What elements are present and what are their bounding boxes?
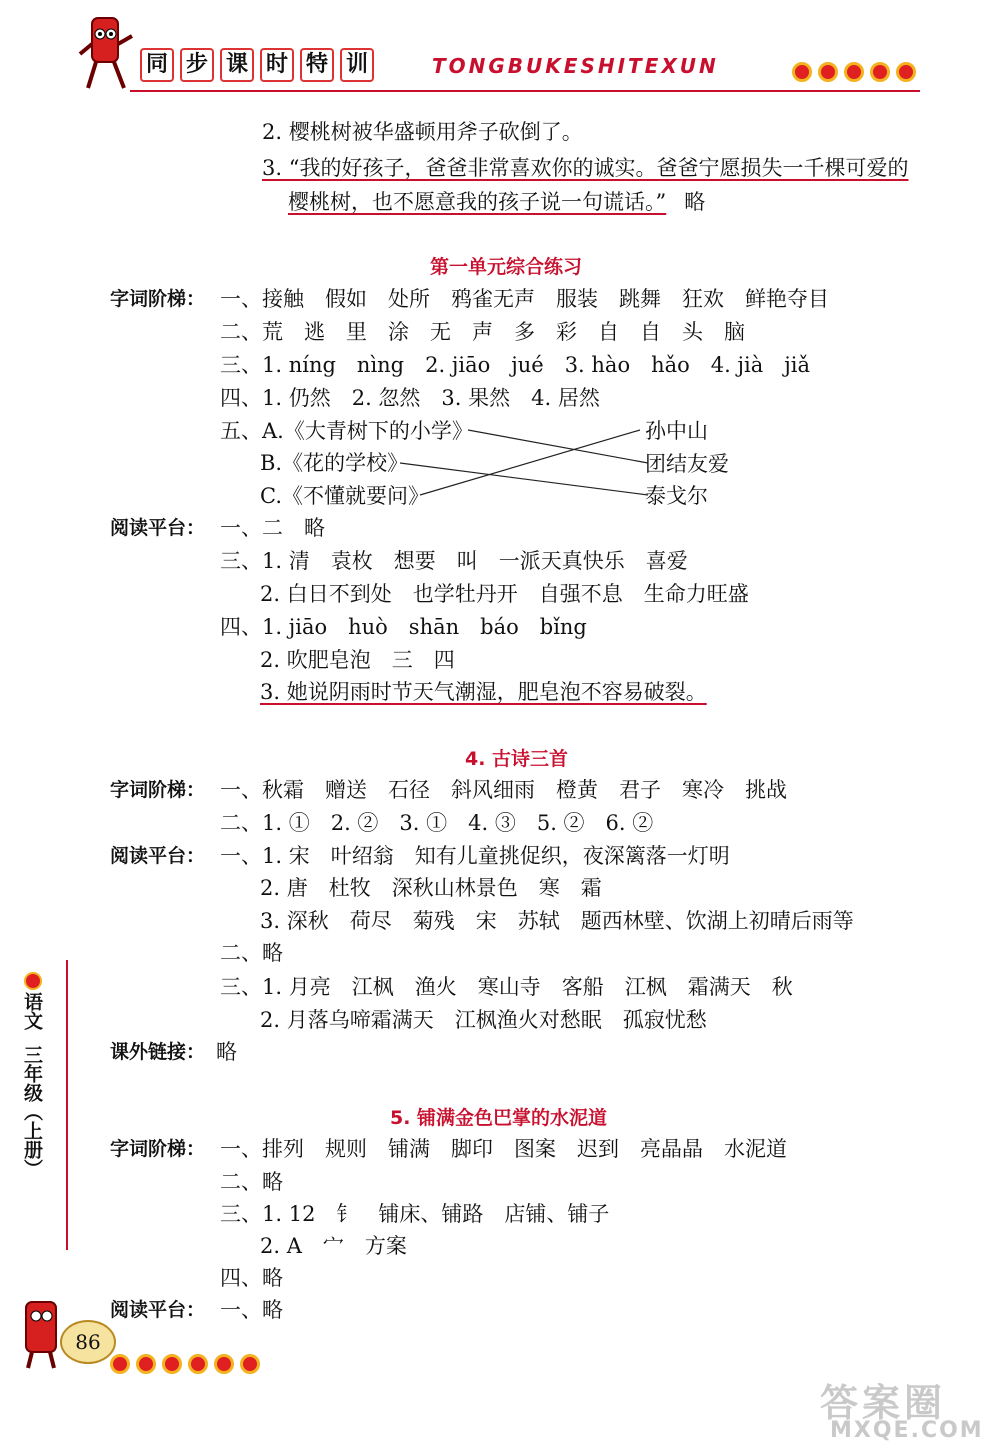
section-label: 字词阶梯：: [110, 1138, 206, 1160]
answer-line: 3. 她说阴雨时节天气潮湿，肥皂泡不容易破裂。: [260, 680, 707, 704]
answer-line: 五、A.《大青树下的小学》: [220, 419, 473, 443]
sidebar-subject: 语文: [21, 992, 43, 1030]
section-label: 阅读平台：: [110, 845, 206, 867]
answer-line: 三、1. 清 袁枚 想要 叫 一派天真快乐 喜爱: [220, 549, 688, 573]
sidebar-grade: 三年级（上册）: [21, 1045, 43, 1178]
section-title: 4. 古诗三首: [465, 748, 569, 770]
answer-line: 二、1. ① 2. ② 3. ① 4. ③ 5. ② 6. ②: [220, 811, 654, 835]
match-item: 团结友爱: [645, 452, 729, 476]
watermark-cn: 答案圈: [820, 1381, 947, 1425]
section-label: 字词阶梯：: [110, 288, 206, 310]
answer-line: 一、略: [220, 1298, 283, 1322]
answer-line: B.《花的学校》: [260, 451, 409, 475]
sidebar-dot-icon: [24, 972, 42, 990]
answer-line: 一、接触 假如 处所 鸦雀无声 服装 跳舞 狂欢 鲜艳夺目: [220, 287, 829, 311]
section-label: 字词阶梯：: [110, 779, 206, 801]
answer-line: 四、1. jiāo huò shān báo bǐng: [220, 615, 587, 639]
page-number: 86: [75, 1330, 101, 1354]
answer-line: 2. A 宀 方案: [260, 1234, 407, 1258]
section-title: 5. 铺满金色巴掌的水泥道: [390, 1107, 608, 1129]
answer-line: 一、秋霜 赠送 石径 斜风细雨 橙黄 君子 寒冷 挑战: [220, 778, 787, 802]
answer-line: 四、1. 仍然 2. 忽然 3. 果然 4. 居然: [220, 386, 600, 410]
answer-line: 3. 深秋 荷尽 菊残 宋 苏轼 题西林壁、饮湖上初晴后雨等: [260, 909, 854, 933]
answer-line: 略: [216, 1040, 237, 1064]
section-label: 阅读平台：: [110, 1299, 206, 1321]
answer-line: 2. 樱桃树被华盛顿用斧子砍倒了。: [262, 120, 583, 144]
footer-dots: [110, 1354, 266, 1378]
answer-line: 二、略: [220, 1170, 283, 1194]
answer-line: 一、二 略: [220, 516, 325, 540]
section-title: 第一单元综合练习: [430, 256, 583, 278]
answer-line: 2. 月落乌啼霜满天 江枫渔火对愁眠 孤寂忧愁: [260, 1008, 707, 1032]
answer-line: 2. 唐 杜牧 深秋山林景色 寒 霜: [260, 876, 602, 900]
answer-line: 四、略: [220, 1266, 283, 1290]
match-item: 泰戈尔: [645, 484, 708, 508]
header-title: 同 步 课 时 特 训: [140, 48, 380, 82]
answer-line: 二、略: [220, 941, 283, 965]
page-number-badge: [60, 1320, 116, 1364]
answer-line: 三、1. níng nìng 2. jiāo jué 3. hào hǎo 4. jià jiǎ: [220, 353, 810, 377]
underlined-answer: 樱桃树，也不愿意我的孩子说一句谎话。”: [288, 190, 667, 214]
footer-mascot-icon: [18, 1290, 68, 1370]
section-label: 阅读平台：: [110, 517, 206, 539]
answer-line: 一、排列 规则 铺满 脚印 图案 迟到 亮晶晶 水泥道: [220, 1137, 787, 1161]
answer-line: 三、1. 12 钅 铺床、铺路 店铺、铺子: [220, 1202, 610, 1226]
watermark-url: MXQE.COM: [830, 1418, 984, 1443]
answer-line: C.《不懂就要问》: [260, 484, 429, 508]
sidebar-rule: [66, 960, 68, 1250]
header-pinyin: TONGBUKESHITEXUN: [432, 54, 719, 78]
matching-lines: [0, 0, 1000, 520]
answer-line: 3. “我的好孩子，爸爸非常喜欢你的诚实。爸爸宁愿损失一千棵可爱的: [262, 156, 909, 180]
section-label: 课外链接：: [110, 1041, 206, 1063]
answer-line: 三、1. 月亮 江枫 渔火 寒山寺 客船 江枫 霜满天 秋: [220, 975, 793, 999]
answer-text: 略: [684, 190, 706, 214]
answer-line: 二、荒 逃 里 涂 无 声 多 彩 自 自 头 脑: [220, 320, 745, 344]
answer-line: 一、1. 宋 叶绍翁 知有儿童挑促织，夜深篱落一灯明: [220, 844, 730, 868]
answer-line: 2. 吹肥皂泡 三 四: [260, 648, 455, 672]
answer-line: 2. 白日不到处 也学牡丹开 自强不息 生命力旺盛: [260, 582, 749, 606]
match-item: 孙中山: [645, 419, 708, 443]
